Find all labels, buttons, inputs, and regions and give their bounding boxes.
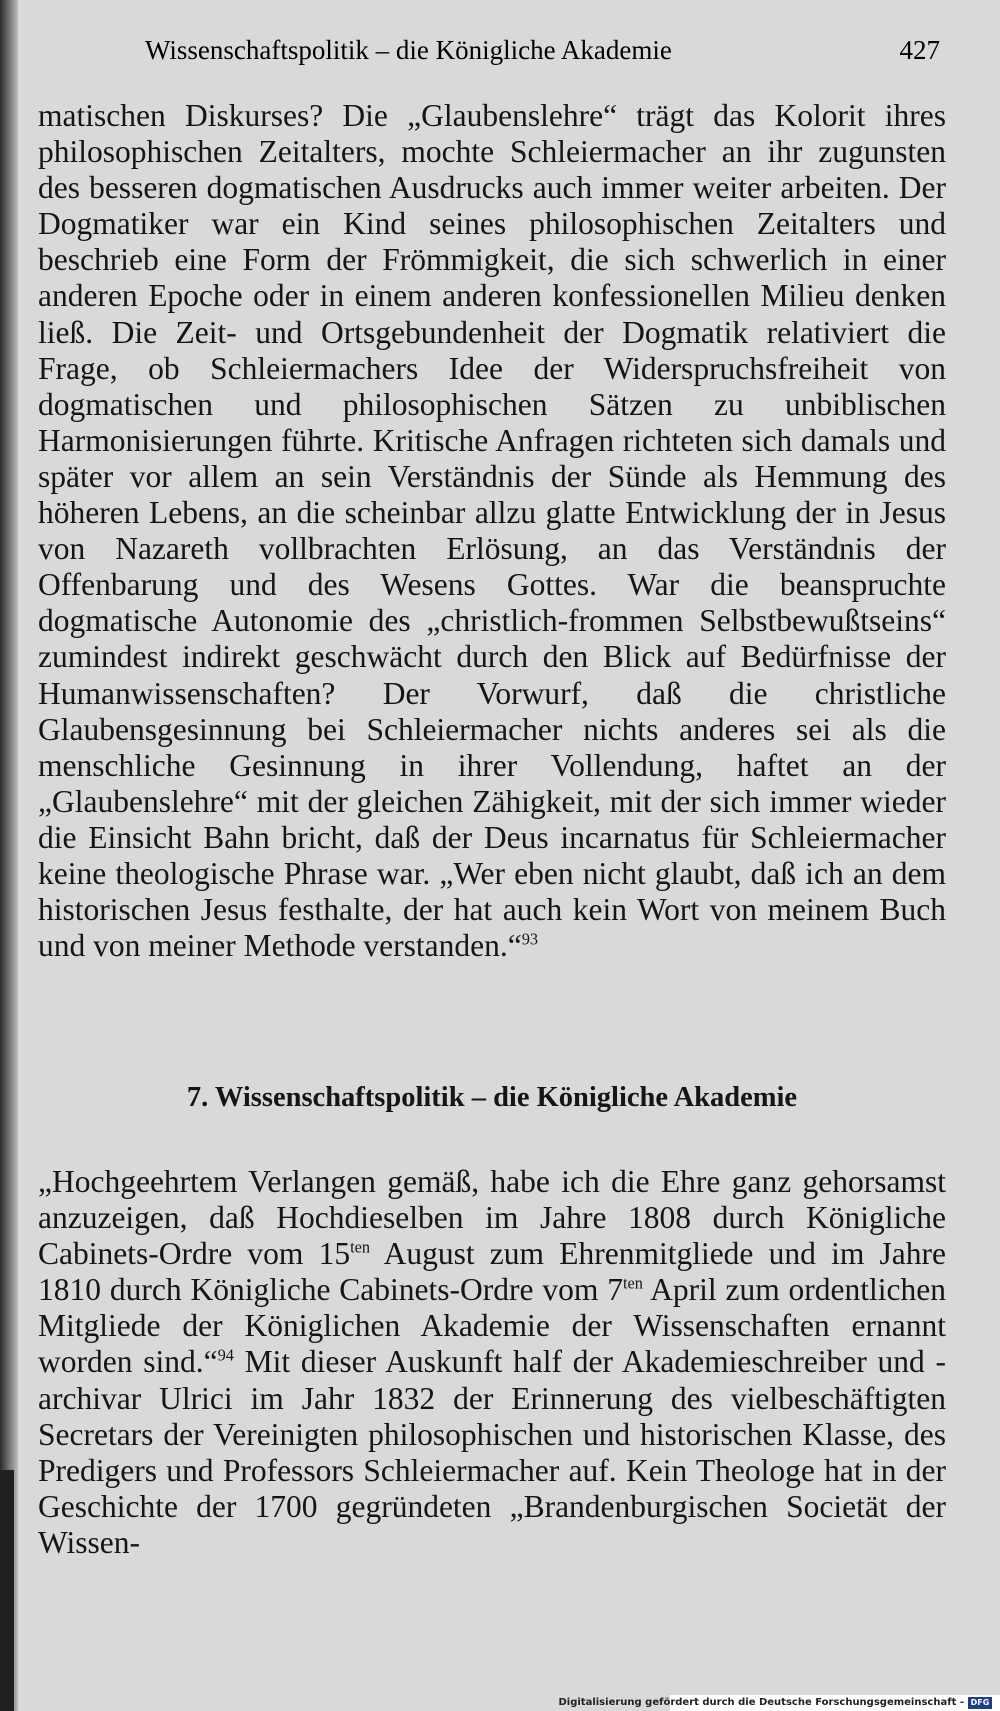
page-number: 427 [899,35,940,65]
paragraph-2-part-d: Mit dieser Auskunft half der Akademieschreiber und -archivar Ulrici im Jahr 1832 der Erinnerung des vielbeschäftigten Secretars der Vereinigten philosophischen und historischen Klasse, des Predigers und Professors Schleiermacher auf. Kein Theologe hat in der Geschichte der 1700 gegründeten „Brandenburgischen Societät der Wissen- [38,1344,946,1560]
running-head [145,30,940,70]
paragraph-2-part-c: April zum ordentlichen Mitgliede der Königlichen Akademie der Wissenschaften ernannt worden sind.“ [38,1272,946,1380]
section-heading: 7. Wissenschaftspolitik – die Königliche Akademie [186,1082,798,1113]
book-gutter-shadow [0,0,18,1711]
body-paragraph-1 [38,98,946,964]
dfg-logo-icon: DFG [968,1697,992,1709]
paragraph-2-part-a: „Hochgeehrtem Verlangen gemäß, habe ich die Ehre ganz gehorsamst anzuzeigen, daß Hochdieselben im Jahre 1808 durch Königliche Cabinets-Ordre vom 15 [38,1164,946,1272]
paragraph-1-text: matischen Diskurses? Die „Glaubenslehre“ trägt das Kolorit ihres philosophischen Zeitalters, mochte Schleiermacher an ihr zugunsten des besseren dogmatischen Ausdrucks auch immer weiter arbeiten. Der Dogmatiker war ein Kind seines philosophischen Zeitalters und beschrieb eine Form der Frömmigkeit, die sich schwerlich in einer anderen Epoche oder in einem anderen konfessionellen Milieu denken ließ. Die Zeit- und Ortsgebundenheit der Dogmatik relativiert die Frage, ob Schleiermachers Idee der Widerspruchsfreiheit von dogmatischen und philosophischen Sätzen zu unbiblischen Harmonisierungen führte. Kritische Anfragen richteten sich damals und später vor allem an sein Verständnis der Sünde als Hemmung des höheren Lebens, an die scheinbar allzu glatte Entwicklung der in Jesus von Nazareth vollbrachten Erlösung, an das Verständnis der Offenbarung und des Wesens Gottes. War die beanspruchte dogmatische Autonomie des „christlich-frommen Selbstbewußtseins“ zumindest indirekt geschwächt durch den Blick auf Bedürfnisse der Humanwissenschaften? Der Vorwurf, daß die christliche Glaubensgesinnung bei Schleiermacher nichts anderes sei als die menschliche Gesinnung in ihrer Vollendung, haftet an der „Glaubenslehre“ mit der gleichen Zähigkeit, mit der sich immer wieder die Einsicht Bahn bricht, daß der Deus incarnatus für Schleiermacher keine theologische Phrase war. „Wer eben nicht glaubt, daß ich an dem historischen Jesus festhalte, der hat auch kein Wort von meinem Buch und von meiner Methode verstanden.“ [38,98,946,964]
book-binding-edge [0,1470,14,1711]
body-paragraph-2 [38,1164,946,1561]
running-head-title: Wissenschaftspolitik – die Königliche Akademie [145,35,672,65]
paragraph-2-part-b: August zum Ehrenmitgliede und im Jahre 1810 durch Königliche Cabinets-Ordre vom 7 [38,1236,947,1308]
footnote-ref-94[interactable]: 94 [217,1345,234,1365]
ordinal-superscript-1: ten [350,1237,371,1257]
digitization-credit: Digitalisierung gefördert durch die Deutsche Forschungsgemeinschaft - [558,1697,964,1708]
ordinal-superscript-2: ten [622,1273,643,1293]
footnote-ref-93[interactable]: 93 [521,929,539,949]
